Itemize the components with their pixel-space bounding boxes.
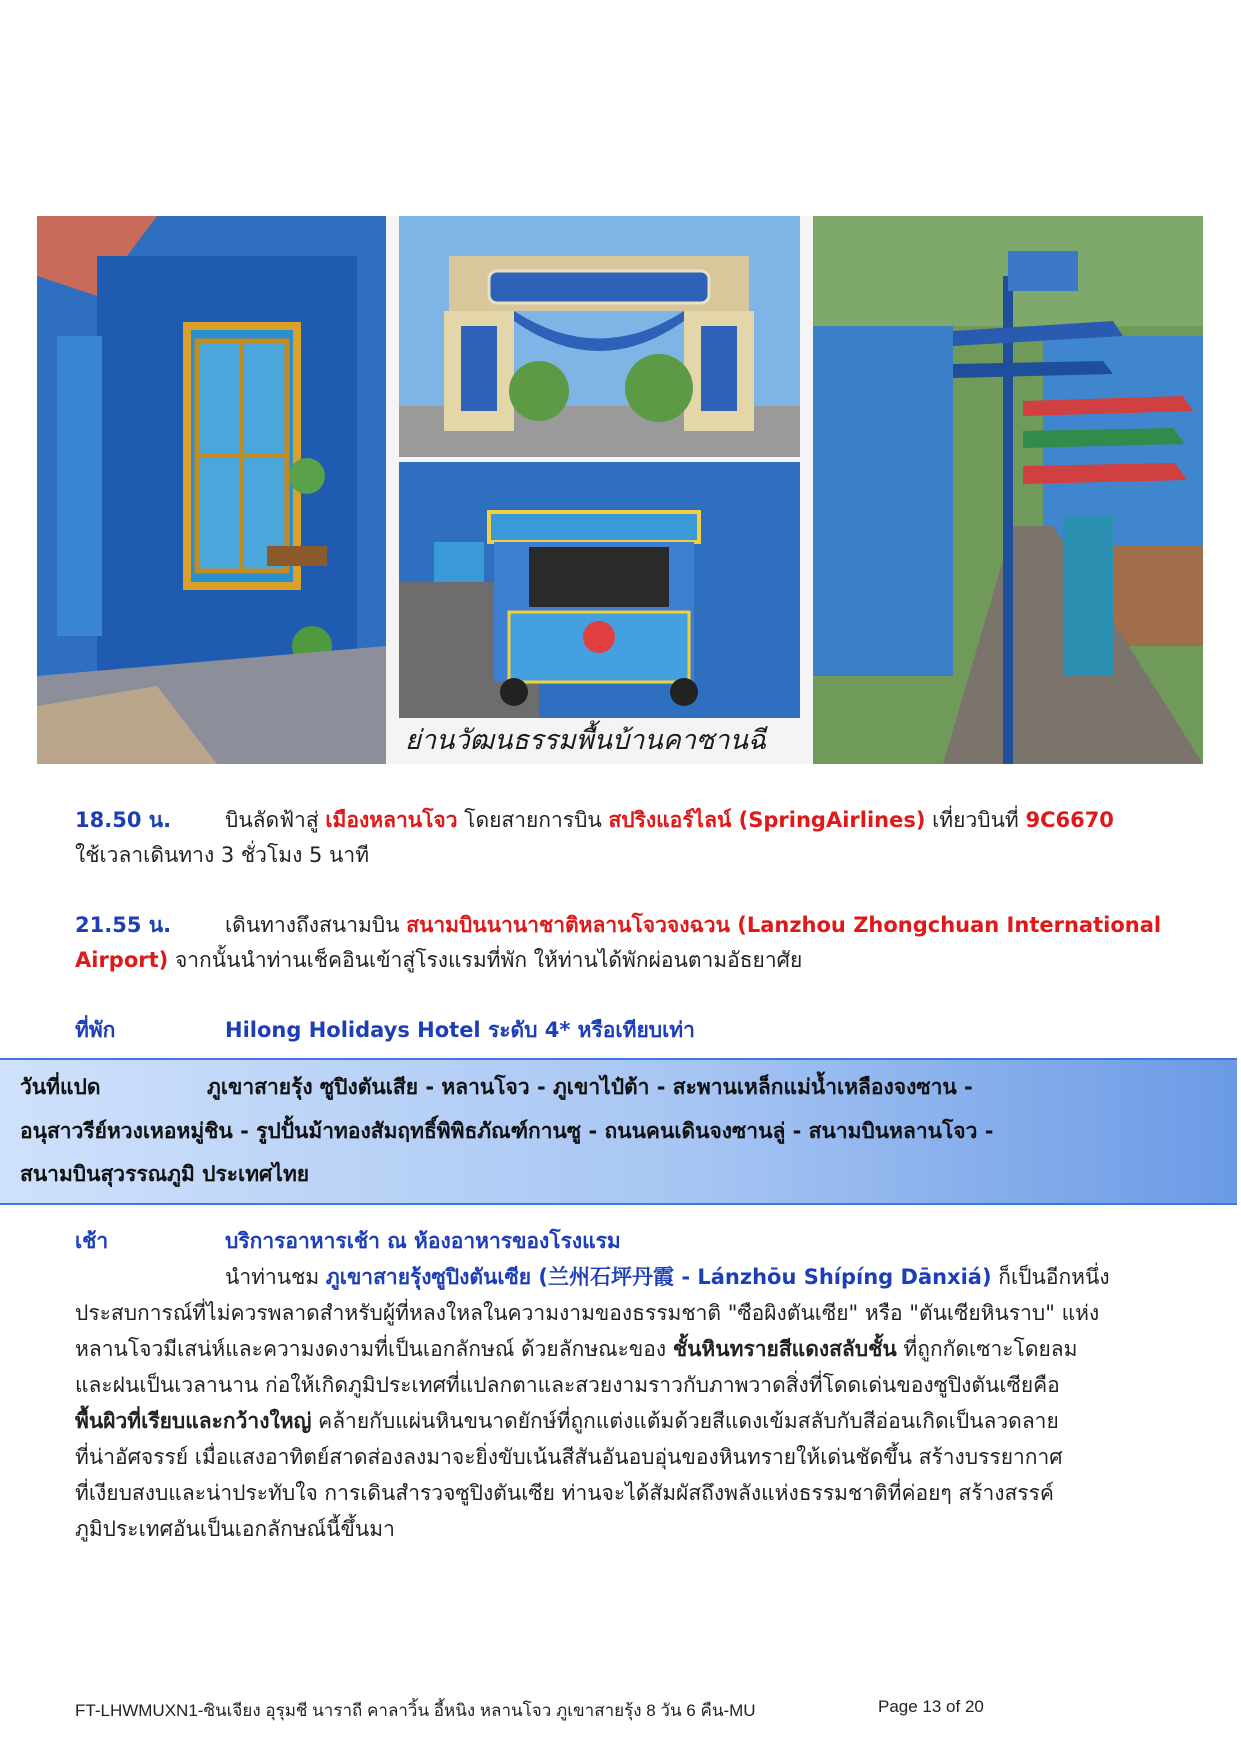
cart-photo	[399, 462, 800, 718]
desc-line-7: ที่เงียบสงบและน่าประทับใจ การเดินสำรวจซูปิงตันเซีย ท่านจะได้สัมผัสถึงพลังแห่งธรรมชาติที่ค่อยๆ สร้างสรรค์	[75, 1481, 1054, 1505]
desc-l5a: พื้นผิวที่เรียบและกว้างใหญ่	[75, 1409, 312, 1433]
flight2-airport-b: Airport)	[75, 948, 169, 972]
desc-line-5	[75, 1404, 1059, 1439]
day-header	[0, 1058, 1237, 1205]
day-route-2: อนุสาวรีย์หวงเหอหมู่ชิน - รูปปั้นม้าทองสัมฤทธิ์พิพิธภัณฑ์กานซู - ถนนคนเดินจงซานลู่ - สนามบินหลานโจว -	[20, 1119, 994, 1143]
desc-p1: ก็เป็นอีกหนึ่ง	[991, 1265, 1110, 1289]
flight1-city: เมืองหลานโจว	[325, 808, 458, 832]
day-line-1	[20, 1071, 973, 1104]
desc-l3a: หลานโจวมีเสน่ห์และความงดงามที่เป็นเอกลักษณ์ ด้วยลักษณะของ	[75, 1337, 673, 1361]
footer-code: FT-LHWMUXN1-ซินเจียง อุรุมชี นาราถี คาลาวิ้น อี้หนิง หลานโจว ภูเขาสายรุ้ง 8 วัน 6 คืน-MU	[75, 1701, 756, 1720]
day-route-3: สนามบินสุวรรณภูมิ ประเทศไทย	[20, 1162, 310, 1186]
day-route-1: ภูเขาสายรุ้ง ซูปิงตันเสีย - หลานโจว - ภูเขาไป๋ต้า - สะพานเหล็กแม่น้ำเหลืองจงซาน -	[207, 1075, 973, 1099]
flight1-text-b: โดยสายการบิน	[457, 808, 609, 832]
flight1-number: 9C6670	[1025, 808, 1114, 832]
breakfast-text: บริการอาหารเช้า ณ ห้องอาหารของโรงแรม	[225, 1229, 621, 1253]
desc-line-8: ภูมิประเทศอันเป็นเอกลักษณ์นี้ขึ้นมา	[75, 1517, 395, 1541]
flight2-text-b: จากนั้นนำท่านเช็คอินเข้าสู่โรงแรมที่พัก ให้ท่านได้พักผ่อนตามอัธยาศัย	[168, 948, 803, 972]
desc-line-4: และฝนเป็นเวลานาน ก่อให้เกิดภูมิประเทศที่แปลกตาและสวยงามราวกับภาพวาดสิ่งที่โดดเด่นของซูปิงตันเซียคือ	[75, 1373, 1060, 1397]
desc-line-6: ที่น่าอัศจรรย์ เมื่อแสงอาทิตย์สาดส่องลงมาจะยิ่งขับเน้นสีสันอันอบอุ่นของหินทรายให้เด่นชัดขึ้น สร้างบรรยากาศ	[75, 1445, 1063, 1469]
desc-l3b: ชั้นหินทรายสีแดงสลับชั้น	[672, 1337, 897, 1361]
hotel-name: Hilong Holidays Hotel ระดับ 4* หรือเทียบเท่า	[225, 1018, 695, 1042]
collage-caption: ย่านวัฒนธรรมพื้นบ้านคาซานฉี	[405, 725, 767, 756]
flight2-text-a: เดินทางถึงสนามบิน	[225, 913, 407, 937]
flight1-time: 18.50 น.	[75, 808, 172, 832]
breakfast-label: เช้า	[75, 1229, 109, 1253]
desc-line-1	[75, 1260, 1110, 1295]
flight1-text-a: บินลัดฟ้าสู่	[225, 808, 326, 832]
photo-collage	[37, 216, 1203, 764]
flight1-duration: ใช้เวลาเดินทาง 3 ชั่วโมง 5 นาที	[75, 843, 370, 867]
gate-photo	[399, 216, 800, 457]
desc-place: ภูเขาสายรุ้งซูปิงตันเซีย (兰州石坪丹霞 - Lánzhōu Shípíng Dānxiá)	[325, 1265, 992, 1289]
signpost-photo	[813, 216, 1203, 764]
flight2-airport-a: สนามบินนานาชาติหลานโจวจงฉวน (Lanzhou Zhongchuan International	[406, 913, 1162, 937]
desc-intro: นำท่านชม	[225, 1265, 326, 1289]
desc-l5b: คล้ายกับแผ่นหินขนาดยักษ์ที่ถูกแต่งแต้มด้วยสีแดงเข้มสลับกับสีอ่อนเกิดเป็นลวดลาย	[311, 1409, 1059, 1433]
flight2-line-2	[75, 943, 802, 978]
breakfast-line	[75, 1224, 621, 1259]
hotel-label: ที่พัก	[75, 1018, 116, 1042]
flight1-text-c: เที่ยวบินที่	[925, 808, 1026, 832]
flight1-line	[75, 803, 1114, 838]
flight1-airline: สปริงแอร์ไลน์ (SpringAirlines)	[608, 808, 926, 832]
desc-line-2: ประสบการณ์ที่ไม่ควรพลาดสำหรับผู้ที่หลงใหลในความงามของธรรมชาติ "ซือผิงตันเซีย" หรือ "ตันเซียหินราบ" แห่ง	[75, 1301, 1100, 1325]
blue-alley-photo	[37, 216, 386, 764]
flight2-line	[75, 908, 1161, 943]
desc-l3c: ที่ถูกกัดเซาะโดยลม	[896, 1337, 1078, 1361]
day-label: วันที่แปด	[20, 1075, 101, 1099]
flight2-time: 21.55 น.	[75, 913, 172, 937]
footer-page: Page 13 of 20	[878, 1697, 984, 1716]
desc-line-3	[75, 1332, 1077, 1367]
hotel-line	[75, 1013, 695, 1048]
